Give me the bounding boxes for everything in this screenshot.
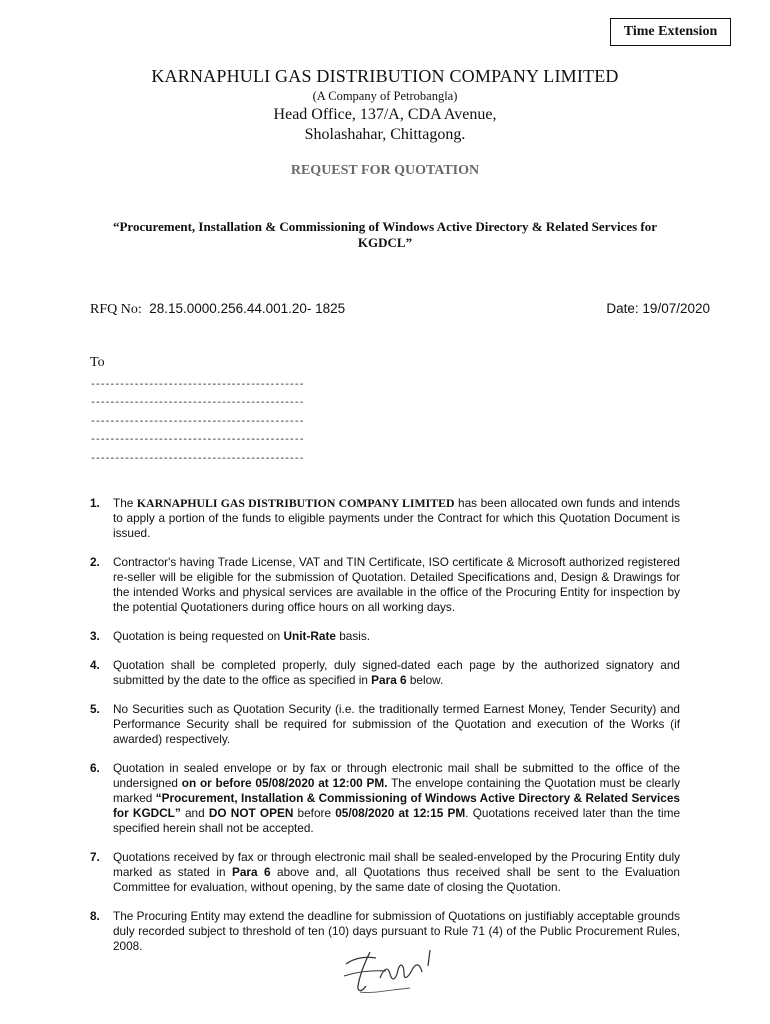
rfq-date: Date: 19/07/2020	[606, 301, 710, 316]
rfq-number-value: 28.15.0000.256.44.001.20- 1825	[149, 301, 346, 316]
rfq-number	[90, 301, 345, 318]
item-number: 5.	[90, 702, 100, 716]
item-number: 4.	[90, 658, 100, 672]
subject-line-2: KGDCL”	[357, 235, 413, 250]
list-item	[90, 702, 680, 761]
list-item	[90, 850, 680, 909]
item-number: 1.	[90, 496, 100, 510]
item-number: 8.	[90, 909, 100, 923]
item-text: Quotation is being requested on Unit-Rate basis.	[113, 629, 371, 643]
list-item	[90, 761, 680, 850]
recipient-address-blanks	[90, 377, 303, 469]
item-number: 3.	[90, 629, 100, 643]
item-text: Quotation in sealed envelope or by fax or through electronic mail shall be submitted to the office of the undersigned on or before 05/08/2020 at 12:00 PM. The envelope containing the Quotation must be clearly marked “Procurement, Installation & Commissioning of Windows Active Directory & Related Services for KGDCL” and DO NOT OPEN before 05/08/2020 at 12:15 PM. Quotations received later than the time specified herein shall not be accepted.	[113, 761, 681, 835]
address-blank-line: --------------------------------------------	[90, 453, 304, 465]
item-number: 2.	[90, 555, 100, 569]
address-blank-line: --------------------------------------------	[90, 380, 304, 391]
company-subtitle: (A Company of Petrobangla)	[312, 89, 458, 103]
to-label: To	[90, 355, 105, 370]
address-line-2: Sholashahar, Chittagong.	[304, 126, 466, 143]
list-item	[90, 629, 680, 658]
list-item	[90, 555, 680, 629]
subject-heading	[88, 219, 682, 251]
company-name: KARNAPHULI GAS DISTRIBUTION COMPANY LIMITED	[151, 66, 619, 86]
address-line-1: Head Office, 137/A, CDA Avenue,	[273, 106, 497, 123]
item-text: The Procuring Entity may extend the deadline for submission of Quotations on justifiably acceptable grounds duly recorded subject to threshold of ten (10) days pursuant to Rule 71 (4) of the Public Procurement Rules, 2008.	[113, 909, 680, 953]
address-blank-line: --------------------------------------------	[90, 435, 304, 447]
terms-list	[90, 496, 680, 954]
list-item	[90, 496, 680, 555]
address-blank-line: --------------------------------------------	[90, 416, 304, 428]
item-number: 7.	[90, 850, 100, 864]
document-title: REQUEST FOR QUOTATION	[290, 163, 480, 178]
item-text: Quotations received by fax or through electronic mail shall be sealed-enveloped by the Procuring Entity duly marked as stated in Para 6 above and, all Quotations thus received shall be sent to the Evaluation Committee for evaluation, without opening, by the same date of closing the Quotation.	[113, 850, 680, 894]
signature	[340, 944, 440, 998]
subject-line-1: “Procurement, Installation & Commissioning of Windows Active Directory & Related Services for	[112, 219, 657, 234]
list-item	[90, 658, 680, 702]
item-text: The KARNAPHULI GAS DISTRIBUTION COMPANY LIMITED has been allocated own funds and intends to apply a portion of the funds to eligible payments under the Contract for which this Quotation Document is issued.	[113, 496, 680, 540]
item-text: Contractor's having Trade License, VAT and TIN Certificate, ISO certificate & Microsoft authorized registered re-seller will be eligible for the submission of Quotation. Detailed Specifications and, Design & Drawings for the intended Works and physical services are available in the office of the Procuring Entity for inspection by the potential Quotationers during office hours on all working days.	[113, 555, 680, 614]
item-text: No Securities such as Quotation Security (i.e. the traditionally termed Earnest Money, Tender Security) and Performance Security shall be required for submission of the Quotation and execution of the Works (if awarded) respectively.	[113, 702, 680, 746]
time-extension-badge: Time Extension	[610, 18, 731, 46]
item-number: 6.	[90, 761, 100, 775]
item-text: Quotation shall be completed properly, duly signed-dated each page by the authorized signatory and submitted by the date to the office as specified in Para 6 below.	[113, 658, 680, 687]
address-blank-line: --------------------------------------------	[90, 398, 304, 410]
rfq-label: RFQ No:	[90, 302, 142, 317]
